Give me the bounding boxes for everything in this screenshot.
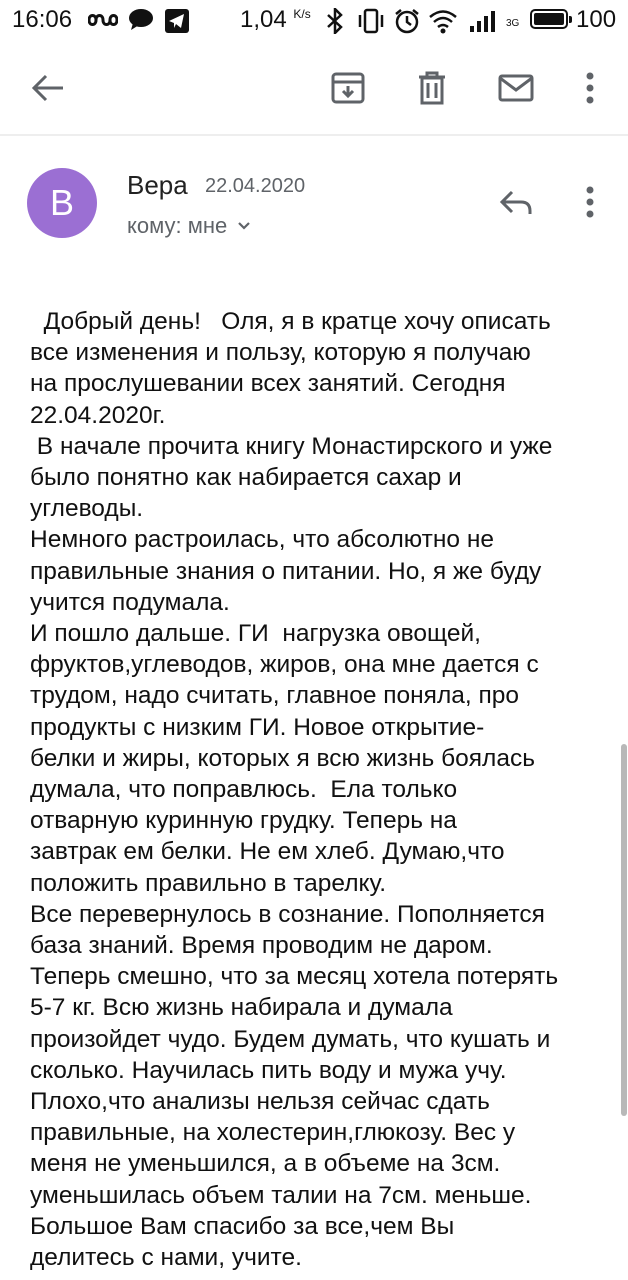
chevron-down-icon [237, 221, 251, 231]
message-line: фруктов,углеводов, жиров, она мне дается с [30, 651, 539, 679]
recipient-label: кому: мне [127, 213, 228, 238]
message-line: было понятно как набирается сахар и [30, 464, 462, 492]
more-vert-icon [585, 72, 595, 104]
message-line: завтрак ем белки. Не ем хлеб. Думаю,что [30, 838, 505, 866]
message-line: Плохо,что анализы нельзя сейчас сдать [30, 1088, 490, 1116]
message-line: Немного растроилась, что абсолютно не [30, 526, 494, 554]
vibrate-icon [356, 8, 386, 34]
mark-unread-button[interactable] [490, 62, 542, 114]
message-line: углеводы. [30, 495, 144, 523]
message-line: Большое Вам спасибо за все,чем Вы [30, 1212, 455, 1240]
archive-button[interactable] [322, 62, 374, 114]
message-line: В начале прочита книгу Монастирского и уже [30, 432, 553, 460]
message-line: все изменения и пользу, которую я получаю [30, 339, 531, 367]
back-button[interactable] [22, 62, 74, 114]
back-arrow-icon [31, 73, 65, 103]
delete-button[interactable] [406, 62, 458, 114]
message-line: правильные, на холестерин,глюкозу. Вес у [30, 1119, 516, 1147]
message-more-button[interactable] [564, 176, 616, 228]
wifi-icon [428, 8, 458, 34]
reply-icon [499, 189, 533, 215]
status-time: 16:06 [12, 6, 73, 33]
message-line: 5-7 кг. Всю жизнь набирала и думала [30, 994, 453, 1022]
toolbar [0, 42, 628, 134]
message-line: 22.04.2020г. [30, 401, 166, 429]
chat-bubble-icon [128, 8, 154, 32]
message-line: И пошло дальше. ГИ нагрузка овощей, [30, 620, 481, 648]
avatar[interactable] [27, 168, 97, 238]
message-line: продукты с низким ГИ. Новое открытие- [30, 713, 485, 741]
message-line: база знаний. Время проводим не даром. [30, 932, 493, 960]
reply-button[interactable] [490, 176, 542, 228]
message-body [30, 306, 620, 1273]
message-line: Все перевернулось в сознание. Пополняется [30, 900, 545, 928]
message-line: Теперь смешно, что за месяц хотела потерять [30, 963, 559, 991]
delete-icon [417, 71, 447, 105]
message-line: на прослушевании всех занятий. Сегодня [30, 370, 506, 398]
recipient-details-toggle[interactable] [127, 213, 251, 239]
battery-icon [530, 9, 568, 29]
archive-icon [331, 72, 365, 104]
avatar-letter: В [49, 182, 74, 223]
message-line: уменьшилась объем талии на 7см. меньше. [30, 1181, 532, 1209]
network-speed: 1,04 $^{K/s}$ [240, 6, 311, 33]
battery-level: 100 [576, 6, 617, 33]
scrollbar[interactable] [621, 744, 627, 1116]
more-vert-icon [585, 186, 595, 218]
infinity-icon [88, 12, 118, 28]
bluetooth-icon [326, 8, 344, 34]
alarm-icon [394, 8, 420, 34]
message-line: положить правильно в тарелку. [30, 869, 387, 897]
network-type: 3G [506, 18, 520, 29]
message-line: учится подумала. [30, 588, 230, 616]
message-line: трудом, надо считать, главное поняла, про [30, 682, 519, 710]
message-line: меня не уменьшился, а в объеме на 3см. [30, 1150, 501, 1178]
more-options-button[interactable] [564, 62, 616, 114]
toolbar-divider [0, 134, 628, 136]
message-line: произойдет чудо. Будем думать, что кушать и [30, 1025, 551, 1053]
sender-name[interactable]: Вера [127, 170, 188, 200]
message-line: Добрый день! Оля, я в кратце хочу описать [30, 308, 551, 335]
mail-icon [498, 74, 534, 102]
status-bar [0, 0, 628, 42]
message-line: думала, что поправлюсь. Ела только [30, 776, 458, 804]
message-line: правильные знания о питании. Но, я же буду [30, 557, 542, 585]
email-date: 22.04.2020 [205, 175, 306, 197]
message-line: сколько. Научилась пить воду и мужа учу. [30, 1056, 507, 1084]
telegram-icon [164, 8, 190, 34]
message-line: белки и жиры, которых я всю жизнь боялась [30, 744, 535, 772]
message-line: отварную куринную грудку. Теперь на [30, 807, 457, 835]
signal-icon [468, 8, 504, 34]
message-line: делитесь с нами, учите. [30, 1244, 302, 1272]
